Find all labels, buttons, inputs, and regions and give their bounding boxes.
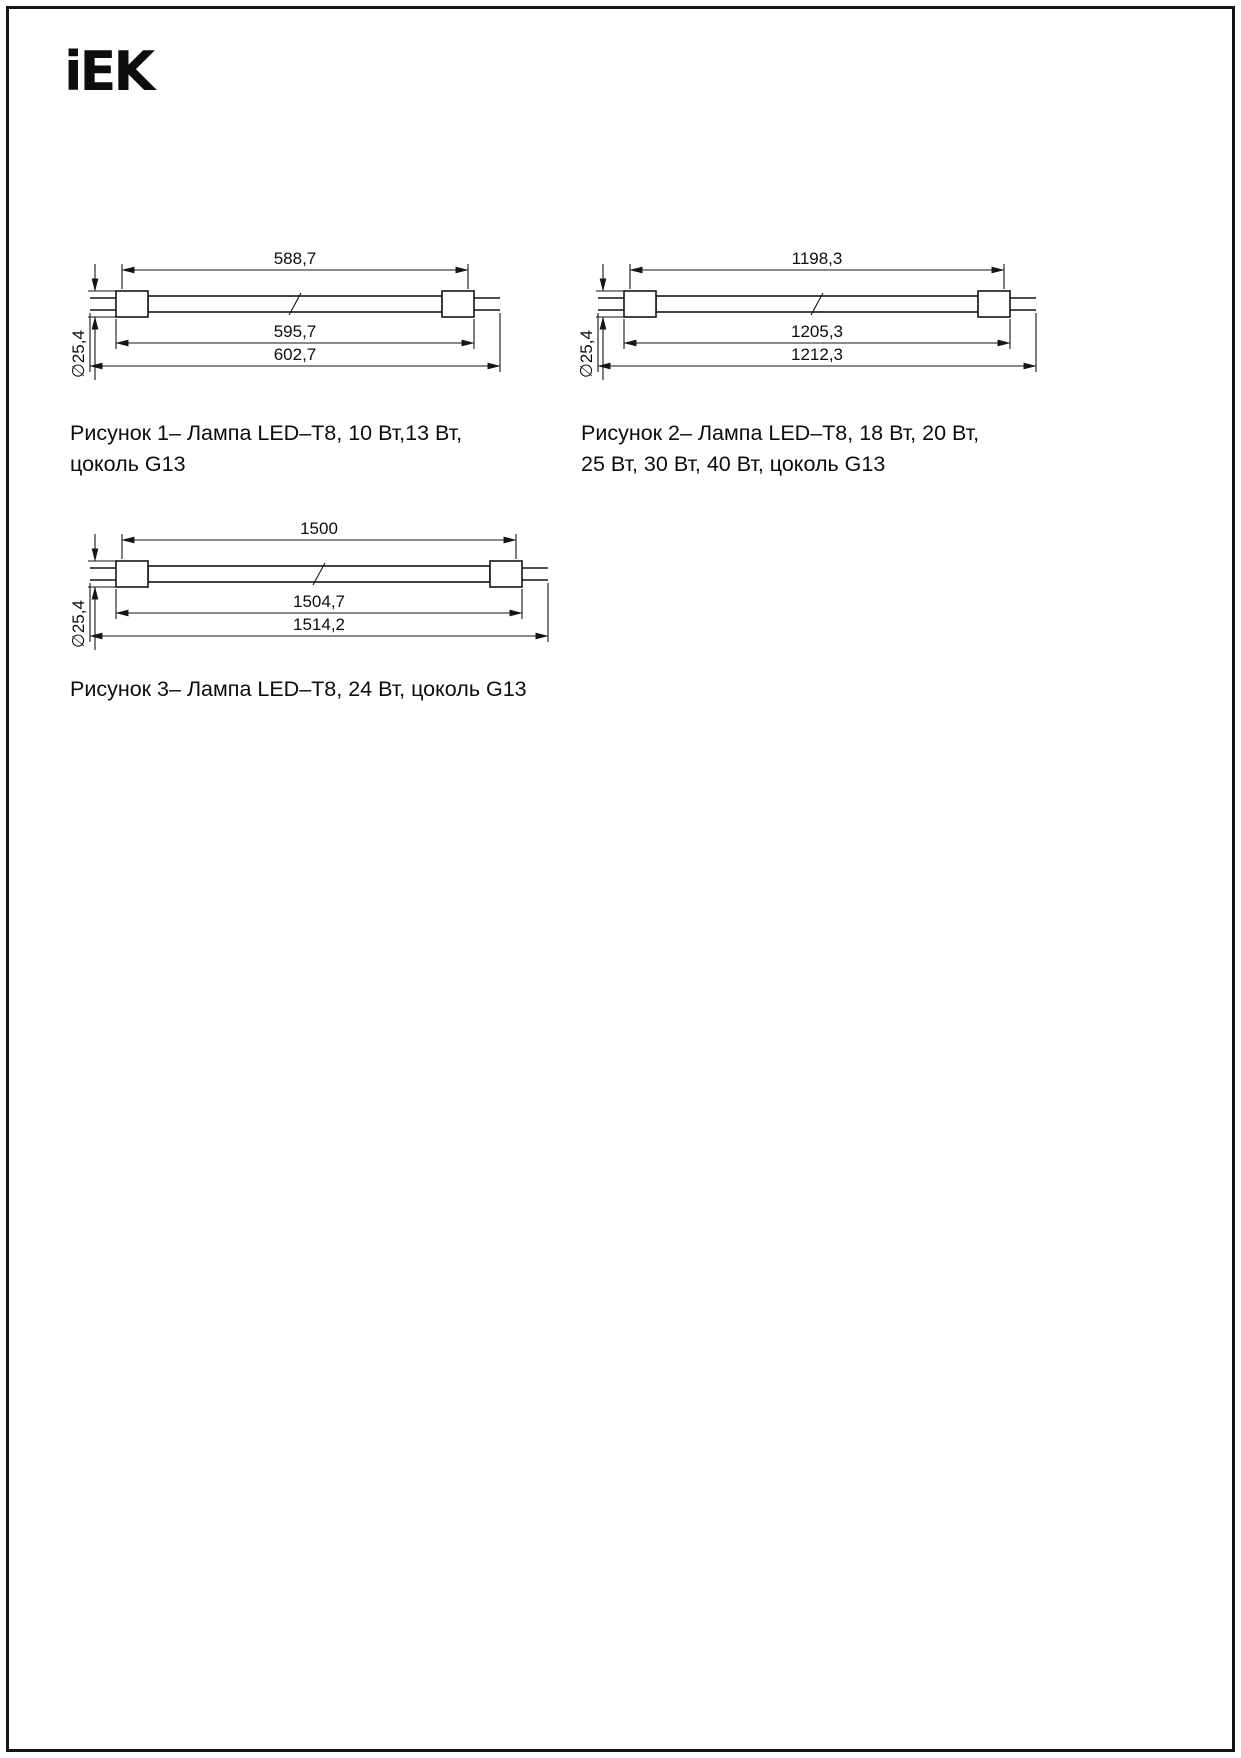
caption-line: Рисунок 2– Лампа LED–T8, 18 Вт, 20 Вт, — [581, 421, 980, 445]
overall-length-dim-label: 1514,2 — [293, 615, 345, 634]
iek-logo: iEK — [64, 40, 153, 103]
tube-length-dim-label: 588,7 — [273, 249, 317, 268]
tube-length-dim-label: 1198,3 — [791, 249, 843, 268]
diameter-label: ∅25,4 — [69, 600, 88, 648]
right-end-cap — [978, 291, 1010, 317]
caps-length-dim-label: 1205,3 — [791, 322, 843, 341]
caption-line: 25 Вт, 30 Вт, 40 Вт, цоколь G13 — [581, 452, 886, 476]
diameter-label: ∅25,4 — [577, 330, 596, 378]
caps-length-dim-label: 595,7 — [273, 322, 317, 341]
figure-3-caption — [70, 674, 527, 705]
right-end-cap — [490, 561, 522, 587]
caption-line: Рисунок 1– Лампа LED–T8, 10 Вт,13 Вт, — [70, 421, 463, 445]
figure-1-drawing — [58, 246, 508, 403]
diameter-label: ∅25,4 — [69, 330, 88, 378]
figure-3-drawing — [58, 516, 556, 673]
lamp-technical-drawing — [58, 246, 508, 398]
figure-1-caption — [70, 418, 462, 480]
overall-length-dim-label: 1212,3 — [791, 345, 843, 364]
caption-line: цоколь G13 — [70, 452, 186, 476]
figure-2-drawing — [566, 246, 1044, 403]
caption-line: Рисунок 3– Лампа LED–T8, 24 Вт, цоколь G13 — [70, 677, 527, 701]
lamp-technical-drawing — [58, 516, 556, 668]
tube-length-dim-label: 1500 — [300, 519, 338, 538]
left-end-cap — [116, 561, 148, 587]
left-end-cap — [116, 291, 148, 317]
lamp-technical-drawing — [566, 246, 1044, 398]
right-end-cap — [442, 291, 474, 317]
caps-length-dim-label: 1504,7 — [293, 592, 345, 611]
overall-length-dim-label: 602,7 — [273, 345, 317, 364]
figure-2-caption — [581, 418, 979, 480]
left-end-cap — [624, 291, 656, 317]
